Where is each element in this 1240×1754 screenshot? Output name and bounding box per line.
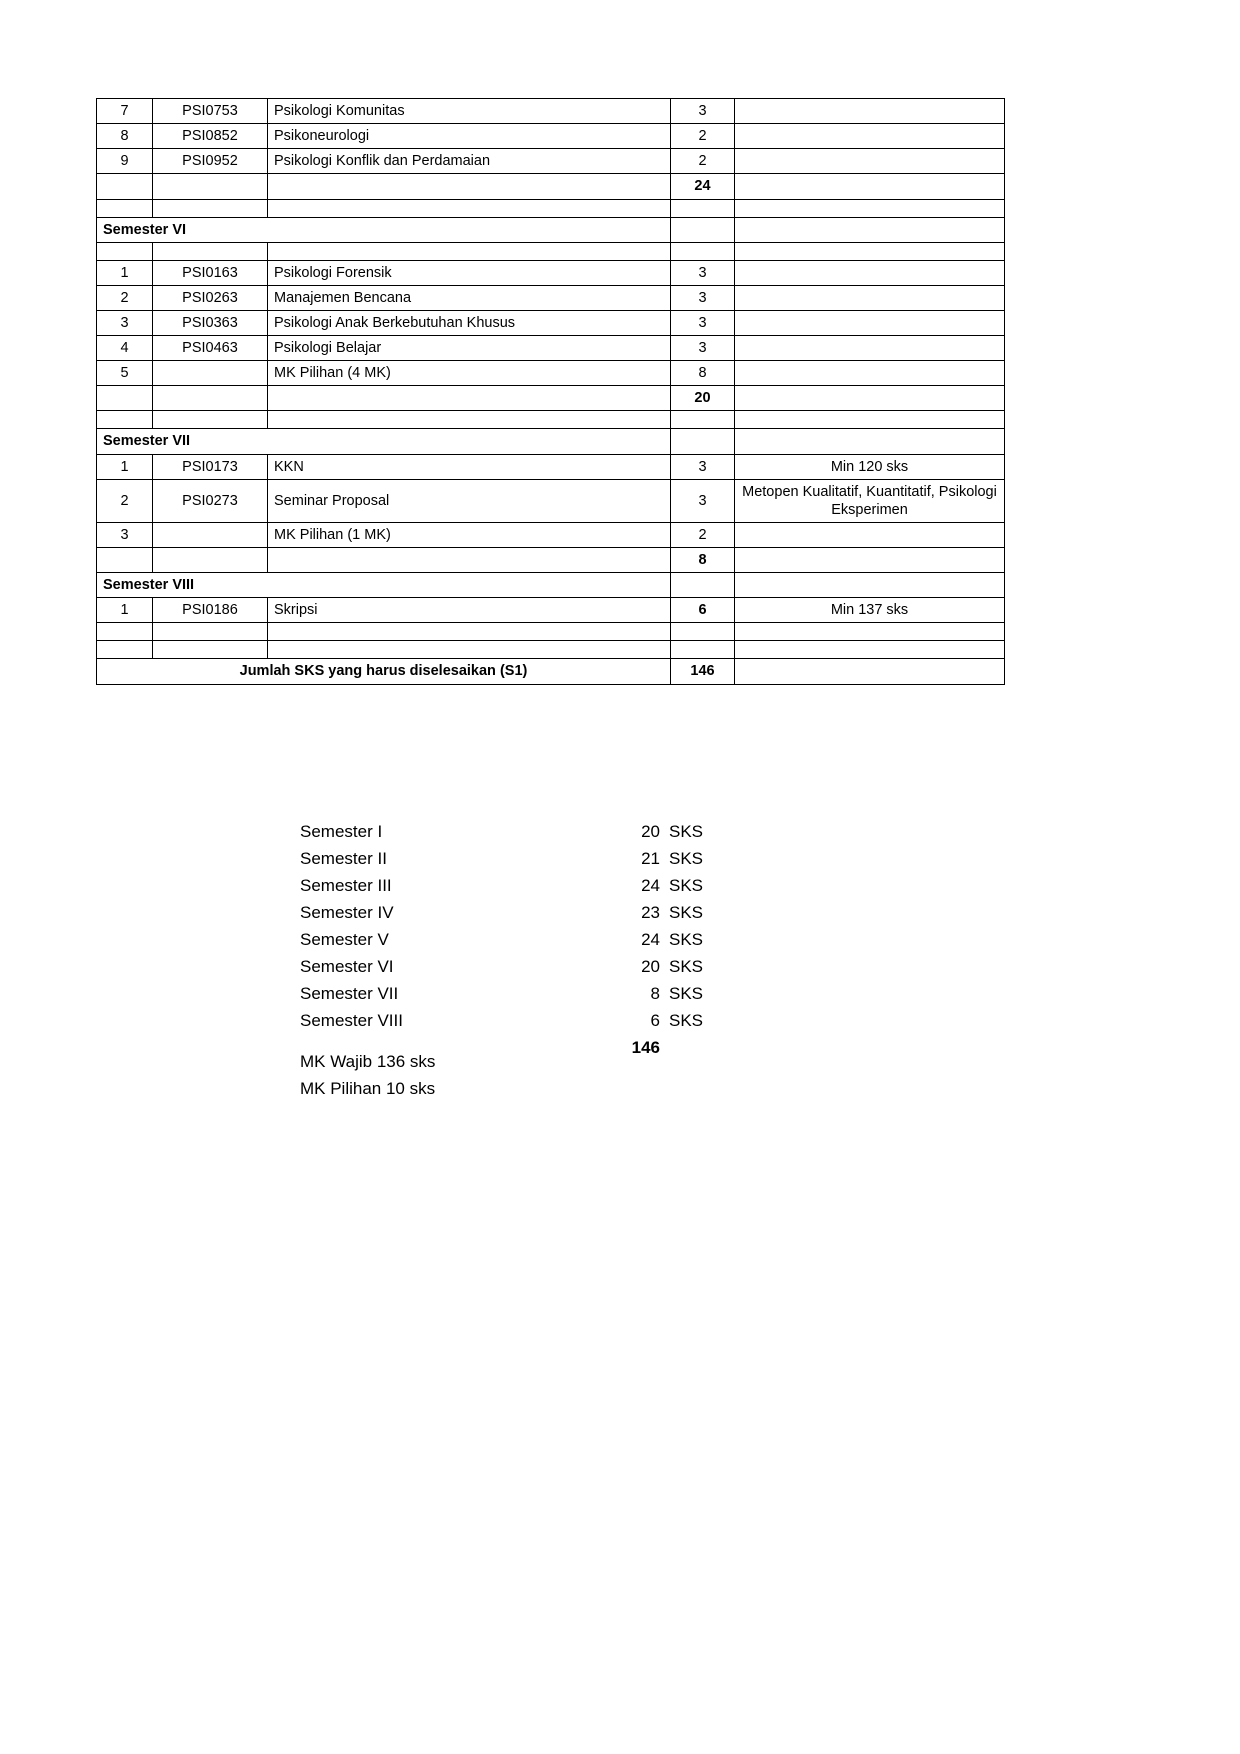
summary-row: [300, 957, 860, 984]
semester-header-row: [97, 429, 1005, 454]
semester-subtotal-row: [97, 386, 1005, 411]
summary-semester-label: Semester III: [300, 876, 392, 895]
spacer-sks: [671, 411, 735, 429]
course-no: 1: [97, 260, 153, 285]
summary-credit-unit: SKS: [669, 876, 704, 895]
spacer-notes: [735, 623, 1005, 641]
course-name: Psikologi Belajar: [268, 336, 671, 361]
spacer-no: [97, 242, 153, 260]
spacer-sks: [671, 641, 735, 659]
summary-credit-unit: SKS: [669, 849, 704, 868]
summary-row: [300, 930, 860, 957]
subtotal-no: [97, 174, 153, 199]
course-notes: [735, 149, 1005, 174]
credit-footnotes: [300, 1048, 860, 1102]
summary-credit-unit: SKS: [669, 822, 704, 841]
subtotal-course: [268, 548, 671, 573]
subtotal-code: [153, 174, 268, 199]
course-name: Skripsi: [268, 598, 671, 623]
course-sks: 3: [671, 310, 735, 335]
course-no: 3: [97, 310, 153, 335]
course-sks: 3: [671, 260, 735, 285]
semester-header-notes: [735, 429, 1005, 454]
course-code: [153, 361, 268, 386]
course-name: Psikologi Komunitas: [268, 99, 671, 124]
summary-row: [300, 822, 860, 849]
course-row: [97, 598, 1005, 623]
grand-total-notes: [735, 659, 1005, 684]
subtotal-code: [153, 548, 268, 573]
course-code: PSI0263: [153, 285, 268, 310]
spacer-no: [97, 641, 153, 659]
footnote-mk-pilihan: MK Pilihan 10 sks: [300, 1079, 436, 1098]
curriculum-table-body: [97, 99, 1005, 685]
course-no: 2: [97, 285, 153, 310]
summary-semester-credits: 21: [641, 849, 660, 868]
course-name: Manajemen Bencana: [268, 285, 671, 310]
course-row: [97, 149, 1005, 174]
course-sks: 2: [671, 124, 735, 149]
summary-semester-label: Semester I: [300, 822, 383, 841]
summary-row: [300, 876, 860, 903]
course-sks: 8: [671, 361, 735, 386]
subtotal-notes: [735, 548, 1005, 573]
semester-header-notes: [735, 573, 1005, 598]
spacer-notes: [735, 242, 1005, 260]
course-row: [97, 361, 1005, 386]
subtotal-notes: [735, 386, 1005, 411]
subtotal-no: [97, 548, 153, 573]
summary-semester-credits: 20: [641, 822, 660, 841]
spacer-sks: [671, 623, 735, 641]
summary-credit-unit: SKS: [669, 984, 704, 1003]
summary-total-credits: 146: [631, 1038, 660, 1057]
spacer-notes: [735, 199, 1005, 217]
course-code: PSI0363: [153, 310, 268, 335]
semester-subtotal-row: [97, 174, 1005, 199]
summary-row: [300, 1011, 860, 1038]
semester-credit-summary: [300, 822, 860, 1068]
course-sks: 3: [671, 454, 735, 479]
summary-semester-label: Semester II: [300, 849, 387, 868]
course-name: MK Pilihan (1 MK): [268, 522, 671, 547]
course-sks: 3: [671, 479, 735, 522]
course-sks: 3: [671, 285, 735, 310]
subtotal-sks: 24: [671, 174, 735, 199]
subtotal-no: [97, 386, 153, 411]
summary-row: [300, 903, 860, 930]
course-notes: [735, 260, 1005, 285]
summary-semester-label: Semester V: [300, 930, 389, 949]
semester-header-label: Semester VIII: [97, 573, 671, 598]
course-sks: 3: [671, 336, 735, 361]
footnote-mk-wajib: MK Wajib 136 sks: [300, 1052, 436, 1071]
course-name: Psikologi Forensik: [268, 260, 671, 285]
summary-semester-credits: 8: [650, 984, 660, 1003]
semester-header-sks: [671, 217, 735, 242]
grand-total-sks: 146: [671, 659, 735, 684]
summary-semester-label: Semester VII: [300, 984, 399, 1003]
summary-row: [300, 849, 860, 876]
semester-subtotal-row: [97, 548, 1005, 573]
course-notes: [735, 124, 1005, 149]
course-notes: [735, 99, 1005, 124]
course-code: PSI0186: [153, 598, 268, 623]
summary-row: [300, 984, 860, 1011]
course-name: Seminar Proposal: [268, 479, 671, 522]
spacer-row: [97, 641, 1005, 659]
course-row: [97, 260, 1005, 285]
summary-semester-label: Semester VIII: [300, 1011, 403, 1030]
course-code: PSI0273: [153, 479, 268, 522]
course-code: PSI0753: [153, 99, 268, 124]
semester-header-notes: [735, 217, 1005, 242]
course-notes: [735, 285, 1005, 310]
course-row: [97, 454, 1005, 479]
semester-header-sks: [671, 429, 735, 454]
course-no: 5: [97, 361, 153, 386]
course-notes: Min 137 sks: [735, 598, 1005, 623]
course-notes: [735, 361, 1005, 386]
course-name: MK Pilihan (4 MK): [268, 361, 671, 386]
course-no: 4: [97, 336, 153, 361]
spacer-row: [97, 411, 1005, 429]
subtotal-course: [268, 174, 671, 199]
course-no: 8: [97, 124, 153, 149]
course-notes: [735, 336, 1005, 361]
spacer-course: [268, 199, 671, 217]
course-no: 1: [97, 598, 153, 623]
semester-header-label: Semester VI: [97, 217, 671, 242]
course-code: PSI0463: [153, 336, 268, 361]
course-no: 3: [97, 522, 153, 547]
summary-credit-unit: SKS: [669, 1011, 704, 1030]
semester-header-row: [97, 573, 1005, 598]
course-code: [153, 522, 268, 547]
spacer-sks: [671, 242, 735, 260]
spacer-no: [97, 411, 153, 429]
summary-semester-credits: 20: [641, 957, 660, 976]
course-row: [97, 285, 1005, 310]
spacer-course: [268, 411, 671, 429]
summary-semester-label: Semester VI: [300, 957, 394, 976]
course-row: [97, 99, 1005, 124]
course-notes: Min 120 sks: [735, 454, 1005, 479]
spacer-code: [153, 199, 268, 217]
course-sks: 3: [671, 99, 735, 124]
course-code: PSI0952: [153, 149, 268, 174]
spacer-row: [97, 199, 1005, 217]
subtotal-course: [268, 386, 671, 411]
course-no: 2: [97, 479, 153, 522]
semester-header-sks: [671, 573, 735, 598]
summary-credit-unit: SKS: [669, 957, 704, 976]
course-code: PSI0163: [153, 260, 268, 285]
course-name: Psikologi Anak Berkebutuhan Khusus: [268, 310, 671, 335]
curriculum-table-container: [96, 98, 1004, 685]
spacer-row: [97, 242, 1005, 260]
subtotal-sks: 20: [671, 386, 735, 411]
course-no: 7: [97, 99, 153, 124]
semester-header-row: [97, 217, 1005, 242]
course-notes: [735, 522, 1005, 547]
spacer-code: [153, 242, 268, 260]
subtotal-code: [153, 386, 268, 411]
course-name: Psikoneurologi: [268, 124, 671, 149]
course-name: Psikologi Konflik dan Perdamaian: [268, 149, 671, 174]
summary-semester-credits: 24: [641, 930, 660, 949]
spacer-code: [153, 641, 268, 659]
course-row: [97, 310, 1005, 335]
course-no: 1: [97, 454, 153, 479]
course-name: KKN: [268, 454, 671, 479]
spacer-course: [268, 641, 671, 659]
spacer-notes: [735, 411, 1005, 429]
grand-total-label: Jumlah SKS yang harus diselesaikan (S1): [97, 659, 671, 684]
subtotal-sks: 8: [671, 548, 735, 573]
spacer-notes: [735, 641, 1005, 659]
course-sks: 2: [671, 522, 735, 547]
course-notes: [735, 310, 1005, 335]
semester-header-label: Semester VII: [97, 429, 671, 454]
curriculum-table: [96, 98, 1005, 685]
course-no: 9: [97, 149, 153, 174]
spacer-sks: [671, 199, 735, 217]
summary-semester-label: Semester IV: [300, 903, 394, 922]
spacer-no: [97, 623, 153, 641]
spacer-course: [268, 242, 671, 260]
spacer-code: [153, 411, 268, 429]
course-code: PSI0852: [153, 124, 268, 149]
summary-credit-unit: SKS: [669, 903, 704, 922]
course-sks: 2: [671, 149, 735, 174]
summary-semester-credits: 23: [641, 903, 660, 922]
spacer-course: [268, 623, 671, 641]
course-sks: 6: [671, 598, 735, 623]
course-notes: Metopen Kualitatif, Kuantitatif, Psikologi Eksperimen: [735, 479, 1005, 522]
grand-total-row: [97, 659, 1005, 684]
course-row: [97, 124, 1005, 149]
summary-semester-credits: 24: [641, 876, 660, 895]
subtotal-notes: [735, 174, 1005, 199]
spacer-no: [97, 199, 153, 217]
summary-semester-credits: 6: [650, 1011, 660, 1030]
course-row: [97, 522, 1005, 547]
spacer-code: [153, 623, 268, 641]
summary-credit-unit: SKS: [669, 930, 704, 949]
course-row: [97, 336, 1005, 361]
course-code: PSI0173: [153, 454, 268, 479]
course-row: [97, 479, 1005, 522]
spacer-row: [97, 623, 1005, 641]
